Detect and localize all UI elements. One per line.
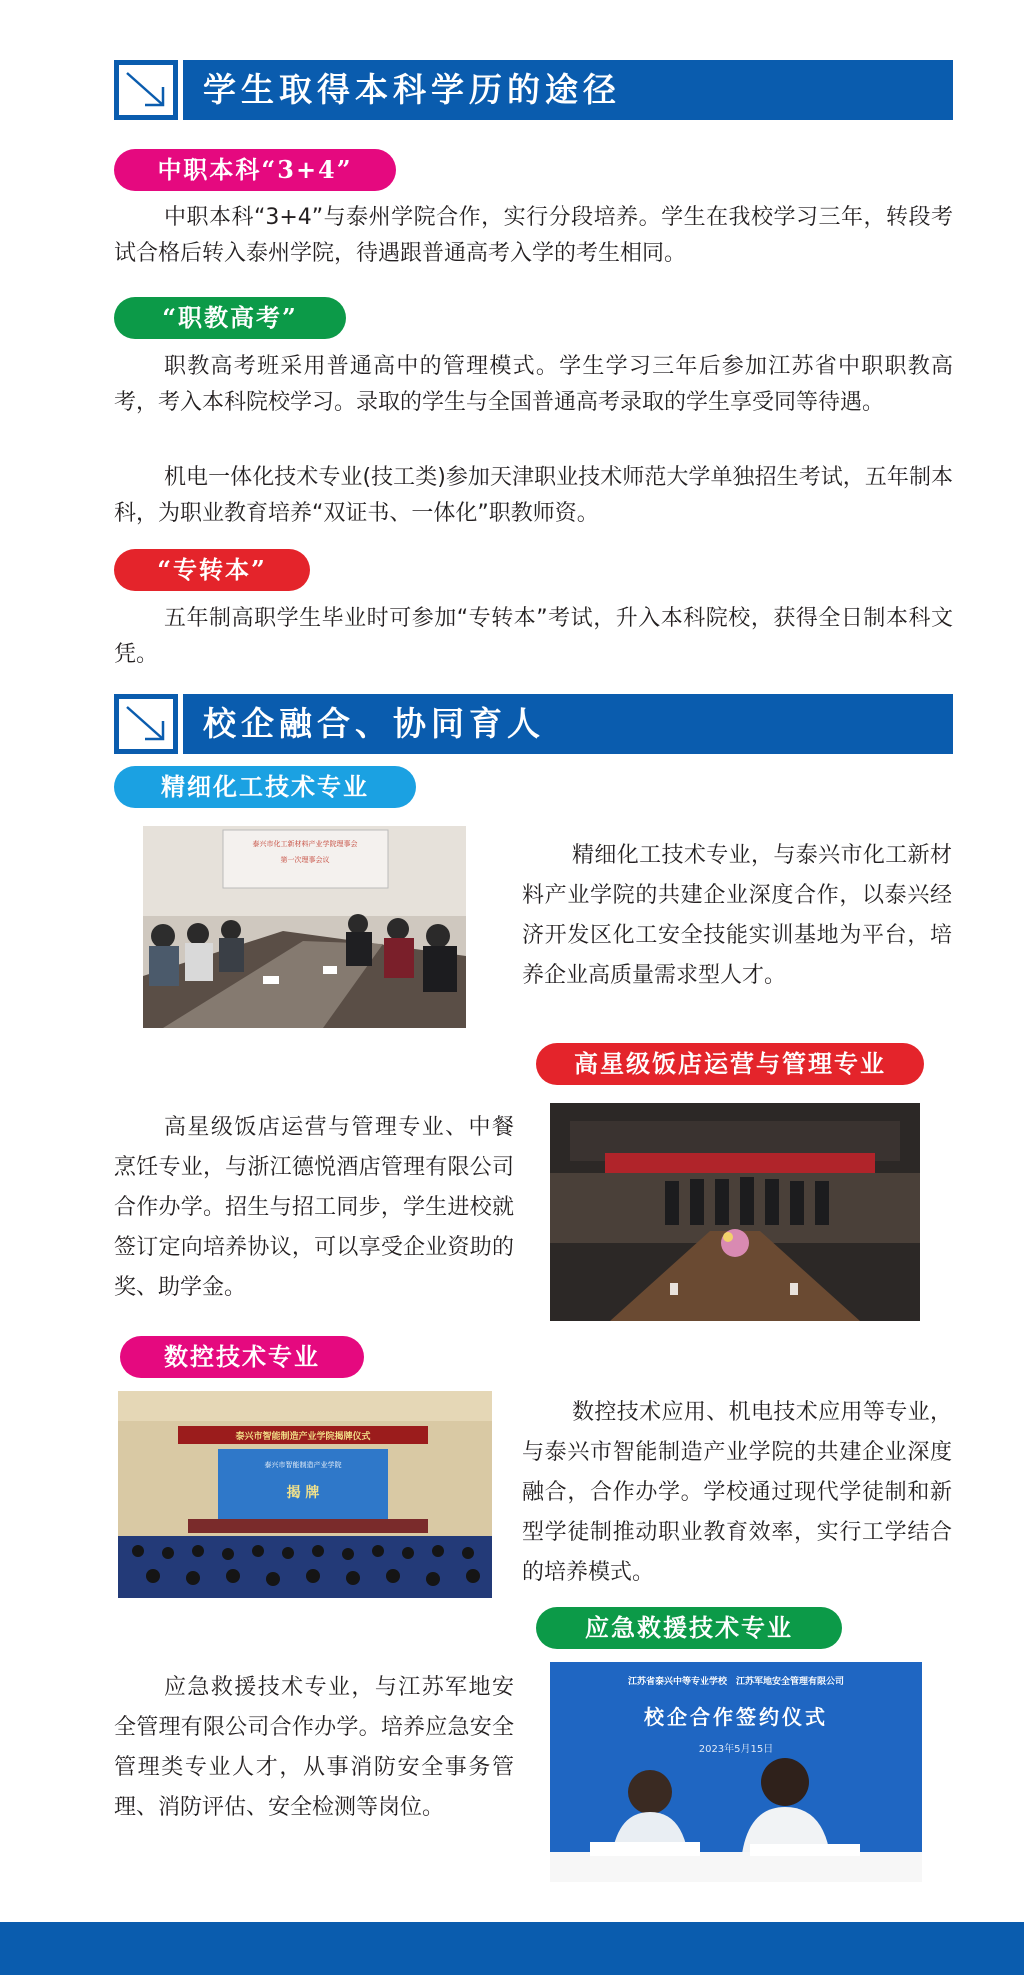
- section-title-bar: [183, 694, 953, 754]
- photo-hotel-signing: [550, 1103, 920, 1321]
- section-header-degree-routes: [114, 60, 953, 120]
- photo-caption-line-1: 泰兴市化工新材料产业学院理事会: [252, 840, 358, 848]
- section-title: 校企融合、协同育人: [203, 704, 545, 743]
- photo-fine-chemical-meeting: [143, 826, 466, 1028]
- section-header-school-enterprise: [114, 694, 953, 754]
- photo-banner-text: 泰兴市智能制造产业学院揭牌仪式: [235, 1432, 371, 1442]
- photo-title-text: 校企合作签约仪式: [644, 1705, 828, 1729]
- route-label-zhuanzhuanben: “专转本”: [114, 549, 310, 591]
- section-title-bar: [183, 60, 953, 120]
- program-label-cnc: 数控技术专业: [120, 1336, 364, 1378]
- photo-header-text: 江苏省泰兴中等专业学校 江苏军地安全管理有限公司: [627, 1677, 845, 1687]
- route-vocational-exam-text-2: 机电一体化技术专业(技工类)参加天津职业技术师范大学单独招生考试，五年制本科，为职业教育培养“双证书、一体化”职教师资。: [114, 465, 953, 526]
- program-fine-chemical-text: 精细化工技术专业，与泰兴市化工新材料产业学院的共建企业深度合作，以泰兴经济开发区化工安全技能实训基地为平台，培养企业高质量需求型人才。: [522, 843, 952, 988]
- program-label-fine-chemical: 精细化工技术专业: [114, 766, 416, 808]
- corner-arrow-icon: [114, 694, 178, 754]
- photo-plaque-text: 揭 牌: [286, 1485, 320, 1501]
- photo-cnc-ceremony: [118, 1391, 492, 1598]
- route-label-3plus4: 中职本科“3+4”: [114, 149, 396, 191]
- photo-screen-text: 泰兴市智能制造产业学院: [264, 1461, 342, 1469]
- program-emergency-text: 应急救援技术专业，与江苏军地安全管理有限公司合作办学。培养应急安全管理类专业人才，从事消防安全事务管理、消防评估、安全检测等岗位。: [114, 1675, 514, 1820]
- program-label-hotel: 高星级饭店运营与管理专业: [536, 1043, 924, 1085]
- route-vocational-exam-text-1: 职教高考班采用普通高中的管理模式。学生学习三年后参加江苏省中职职教高考，考入本科院校学习。录取的学生与全国普通高考录取的学生享受同等待遇。: [114, 354, 953, 415]
- section-title: 学生取得本科学历的途径: [203, 70, 621, 109]
- footer-bar: [0, 1922, 1024, 1975]
- photo-emergency-signing: [550, 1662, 922, 1882]
- program-label-emergency: 应急救援技术专业: [536, 1607, 842, 1649]
- program-hotel-text: 高星级饭店运营与管理专业、中餐烹饪专业，与浙江德悦酒店管理有限公司合作办学。招生与招工同步，学生进校就签订定向培养协议，可以享受企业资助的奖、助学金。: [114, 1115, 514, 1300]
- route-3plus4-text: 中职本科“3+4”与泰州学院合作，实行分段培养。学生在我校学习三年，转段考试合格后转入泰州学院，待遇跟普通高考入学的考生相同。: [114, 205, 953, 266]
- route-label-vocational-exam: “职教高考”: [114, 297, 346, 339]
- corner-arrow-icon: [114, 60, 178, 120]
- program-cnc-text: 数控技术应用、机电技术应用等专业，与泰兴市智能制造产业学院的共建企业深度融合，合作办学。学校通过现代学徒制和新型学徒制推动职业教育效率，实行工学结合的培养模式。: [522, 1400, 952, 1585]
- photo-date-text: 2023年5月15日: [698, 1744, 774, 1755]
- route-zhuanzhuanben-text: 五年制高职学生毕业时可参加“专转本”考试，升入本科院校，获得全日制本科文凭。: [114, 606, 953, 667]
- photo-caption-line-2: 第一次理事会议: [280, 856, 330, 864]
